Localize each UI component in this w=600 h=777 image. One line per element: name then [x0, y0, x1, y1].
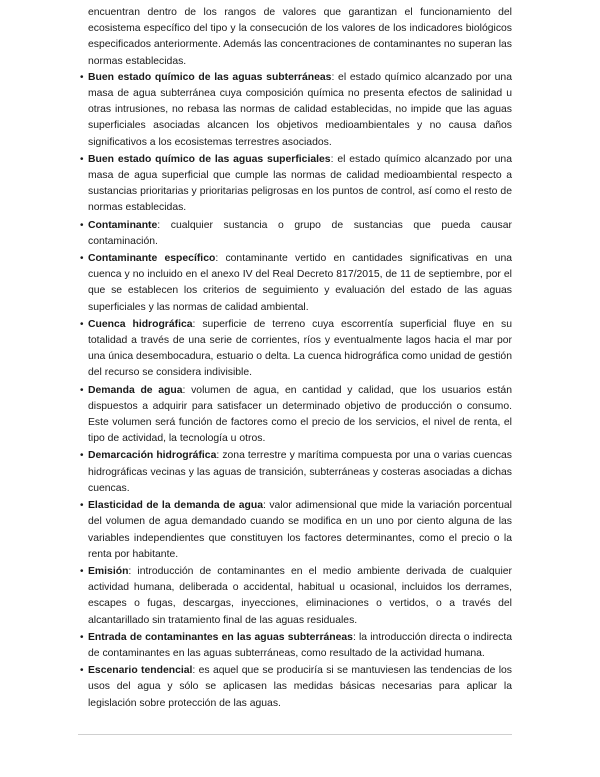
- definition-text: : contaminante vertido en cantidades significativas en una cuenca y no incluido en el anexo IV del Real Decreto 817/2015, de 11 de septiembre, por el que se establecen los criterios de seguimiento y evaluación del estado de las aguas superficiales y las normas de calidad ambiental.: [88, 253, 513, 313]
- definition-item: [80, 498, 512, 563]
- definition-term: Buen estado químico de las aguas subterráneas: [88, 71, 332, 83]
- definition-text: : zona terrestre y marítima compuesta por una o varias cuencas hidrográficas vecinas y las aguas de transición, subterráneas y costeras asociadas a dichas cuencas.: [88, 450, 512, 494]
- definition-item: [80, 383, 512, 448]
- definition-text: : cualquier sustancia o grupo de sustancias que pueda causar contaminación.: [88, 219, 512, 247]
- bullet-icon: •: [80, 318, 84, 330]
- page-body: [80, 5, 513, 713]
- definition-text: : es aquel que se produciría si se mantuviesen las tendencias de los usos del agua y sólo se aplicasen las medidas básicas necesarias para aplicar la legislación sobre protección de las aguas.: [88, 665, 513, 709]
- definition-item: [80, 630, 512, 662]
- bullet-icon: •: [80, 153, 84, 165]
- definition-text: : el estado químico alcanzado por una masa de agua subterránea cuya composición química no presenta efectos de salinidad u otras intrusiones, no rebasa las normas de calidad establecidas, no impide que las aguas superficiales asociadas alcancen los objetivos medioambientales y no causa daños significativos a los ecosistemas terrestres asociados.: [88, 71, 512, 148]
- definition-term: Demarcación hidrográfica: [88, 450, 217, 462]
- definition-term: Demanda de agua: [88, 384, 183, 396]
- bullet-icon: •: [80, 665, 84, 677]
- bullet-icon: •: [80, 384, 84, 396]
- bullet-icon: •: [80, 219, 84, 231]
- bullet-icon: •: [80, 631, 84, 643]
- bullet-icon: •: [80, 71, 84, 83]
- definition-term: Contaminante: [88, 219, 158, 231]
- definition-term: Elasticidad de la demanda de agua: [88, 500, 263, 512]
- definition-item: [80, 218, 512, 250]
- bullet-icon: •: [80, 450, 84, 462]
- definition-text: : introducción de contaminantes en el medio ambiente derivada de cualquier actividad humana, deliberada o accidental, habitual u ocasional, incluidos los derrames, escapes o fugas, descargas, inyecciones, eliminaciones o vertidos, o a través del alcantarillado sin tratamiento final de las aguas residuales.: [88, 565, 512, 626]
- definition-item: [80, 448, 512, 497]
- definition-text: : volumen de agua, en cantidad y calidad, que los usuarios están dispuestos a adquirir para satisfacer un determinado objetivo de producción o consumo. Este volumen será función de factores como el precio de los servicios, el nivel de renta, el tipo de actividad, la tecnología u otros.: [88, 384, 512, 445]
- definition-term: Emisión: [88, 565, 129, 577]
- definition-term: Cuenca hidrográfica: [88, 318, 193, 330]
- definition-text: : valor adimensional que mide la variación porcentual del volumen de agua demandado cuando se modifica en un uno por ciento alguna de las variables independientes que constituyen los factores determinantes, como el precio o la renta por habitante.: [88, 500, 512, 560]
- definition-term: Escenario tendencial: [88, 665, 193, 677]
- definition-item: [80, 564, 512, 629]
- bullet-icon: •: [80, 500, 84, 512]
- definition-item: [80, 251, 513, 316]
- definition-term: Contaminante específico: [88, 253, 216, 265]
- definition-item: [80, 70, 512, 151]
- definition-term: Entrada de contaminantes en las aguas subterráneas: [88, 631, 353, 643]
- continuation-paragraph: encuentran dentro de los rangos de valores que garantizan el funcionamiento del ecosistema específico del tipo y la consecución de los valores de los indicadores biológicos especificados anteriormente. Además las concentraciones de contaminantes no superan las normas establecidas.: [88, 7, 512, 67]
- footer-divider: [78, 734, 512, 735]
- definition-text: : la introducción directa o indirecta de contaminantes en las aguas subterráneas, como resultado de la actividad humana.: [88, 631, 512, 659]
- definition-text: : el estado químico alcanzado por una masa de agua superficial que cumple las normas de calidad medioambiental respecto a sustancias prioritarias y prioritarias peligrosas en los puntos de control, así como el resto de normas establecidas.: [88, 153, 512, 214]
- bullet-icon: •: [80, 565, 84, 577]
- bullet-icon: •: [80, 253, 84, 265]
- definition-item: [80, 317, 512, 382]
- definition-text: : superficie de terreno cuya escorrentía superficial fluye en su totalidad a través de una serie de corrientes, ríos y eventualmente lagos hacia el mar por una única desembocadura, estuario o delta. La cuenca hidrográfica como unidad de gestión del recurso se considera indivisible.: [88, 318, 512, 379]
- definition-term: Buen estado químico de las aguas superficiales: [88, 153, 331, 165]
- definition-item: [80, 663, 513, 712]
- definition-item: [80, 152, 512, 217]
